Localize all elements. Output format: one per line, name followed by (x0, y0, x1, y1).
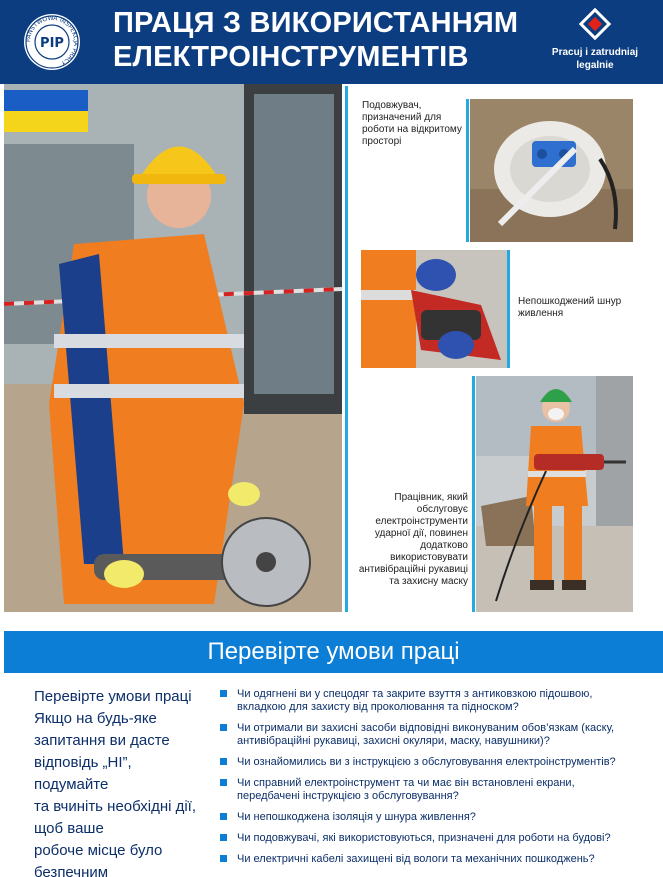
diamond-logo-icon (579, 8, 611, 40)
checklist-item: Чи отримали ви захисні засоби відповідні виконуваним обов’язкам (каску, антивібраційні рукавиці, захисні окуляри, маску, навушники)? (220, 722, 640, 748)
square-bullet-icon (220, 855, 227, 862)
main-photo-worker-grinder (4, 84, 342, 612)
section-title: Перевірте умови праці (207, 638, 460, 665)
section-heading-bar (4, 631, 663, 673)
intro-line: Якщо на будь-яке (34, 710, 157, 727)
intro-line: та вчиніть необхідні дії, (34, 798, 197, 815)
square-bullet-icon (220, 724, 227, 731)
caption-vibration-gloves: Працівник, який обслуговує електроінструменти ударної дії, повинен додатково використовувати антивібраційні рукавиці та захисну маску (358, 492, 468, 587)
checklist-item: Чи справний електроінструмент та чи має він встановлені екрани, передбачені інструкцією з обслуговування? (220, 777, 640, 803)
square-bullet-icon (220, 690, 227, 697)
brand-line-2: legalnie (576, 60, 614, 71)
title-line-1: ПРАЦЯ З ВИКОРИСТАННЯМ (113, 7, 519, 39)
square-bullet-icon (220, 834, 227, 841)
caption-extension-cord: Подовжувач, призначений для роботи на відкритому просторі (362, 100, 462, 147)
square-bullet-icon (220, 758, 227, 765)
square-bullet-icon (220, 779, 227, 786)
checklist-item: Чи електричні кабелі захищені від вологи та механічних пошкоджень? (220, 853, 640, 866)
checklist-item: Чи подовжувачі, які використовуються, призначені для роботи на будові? (220, 832, 640, 845)
poster-title (113, 6, 518, 74)
intro-line: безпечним (34, 864, 109, 877)
pip-logo-icon (22, 12, 82, 72)
svg-text:PIP: PIP (40, 36, 64, 51)
intro-line: робоче місце було (34, 842, 163, 859)
header-bar (0, 0, 663, 84)
checklist-item: Чи ознайомились ви з інструкцією з обслуговування електроінструментів? (220, 756, 640, 769)
intro-text (34, 686, 204, 877)
caption-power-cord: Непошкоджений шнур живлення (518, 296, 622, 319)
brand-line-1: Pracuj i zatrudniaj (551, 47, 639, 58)
svg-text:PAŃSTWOWA INSPEKCJA PRACY: PAŃSTWOWA INSPEKCJA PRACY (24, 14, 80, 67)
intro-line: запитання ви дасте (34, 732, 170, 749)
photo-separator (345, 86, 348, 612)
photo3-accent-bar (472, 376, 475, 612)
photo-power-cord (361, 250, 507, 368)
intro-line: щоб ваше (34, 820, 104, 837)
intro-line: Перевірте умови праці (34, 688, 192, 705)
safety-checklist (220, 688, 640, 874)
checklist-item: Чи одягнені ви у спецодяг та закрите взуття з антиковзкою підошвою, вкладкою для захисту від проколювання та підноском? (220, 688, 640, 714)
square-bullet-icon (220, 813, 227, 820)
intro-line: подумайте (34, 776, 109, 793)
photo1-accent-bar (466, 99, 469, 242)
ukraine-flag-icon (4, 90, 88, 132)
legal-work-brand (536, 8, 654, 72)
intro-line: відповідь „НІ”, (34, 754, 132, 771)
title-line-2: ЕЛЕКТРОІНСТРУМЕНТІВ (113, 41, 469, 73)
photo2-accent-bar (507, 250, 510, 368)
photo-extension-cord-reel (470, 99, 633, 242)
photo-worker-hammer-drill (476, 376, 633, 612)
checklist-item: Чи непошкоджена ізоляція у шнура живлення? (220, 811, 640, 824)
